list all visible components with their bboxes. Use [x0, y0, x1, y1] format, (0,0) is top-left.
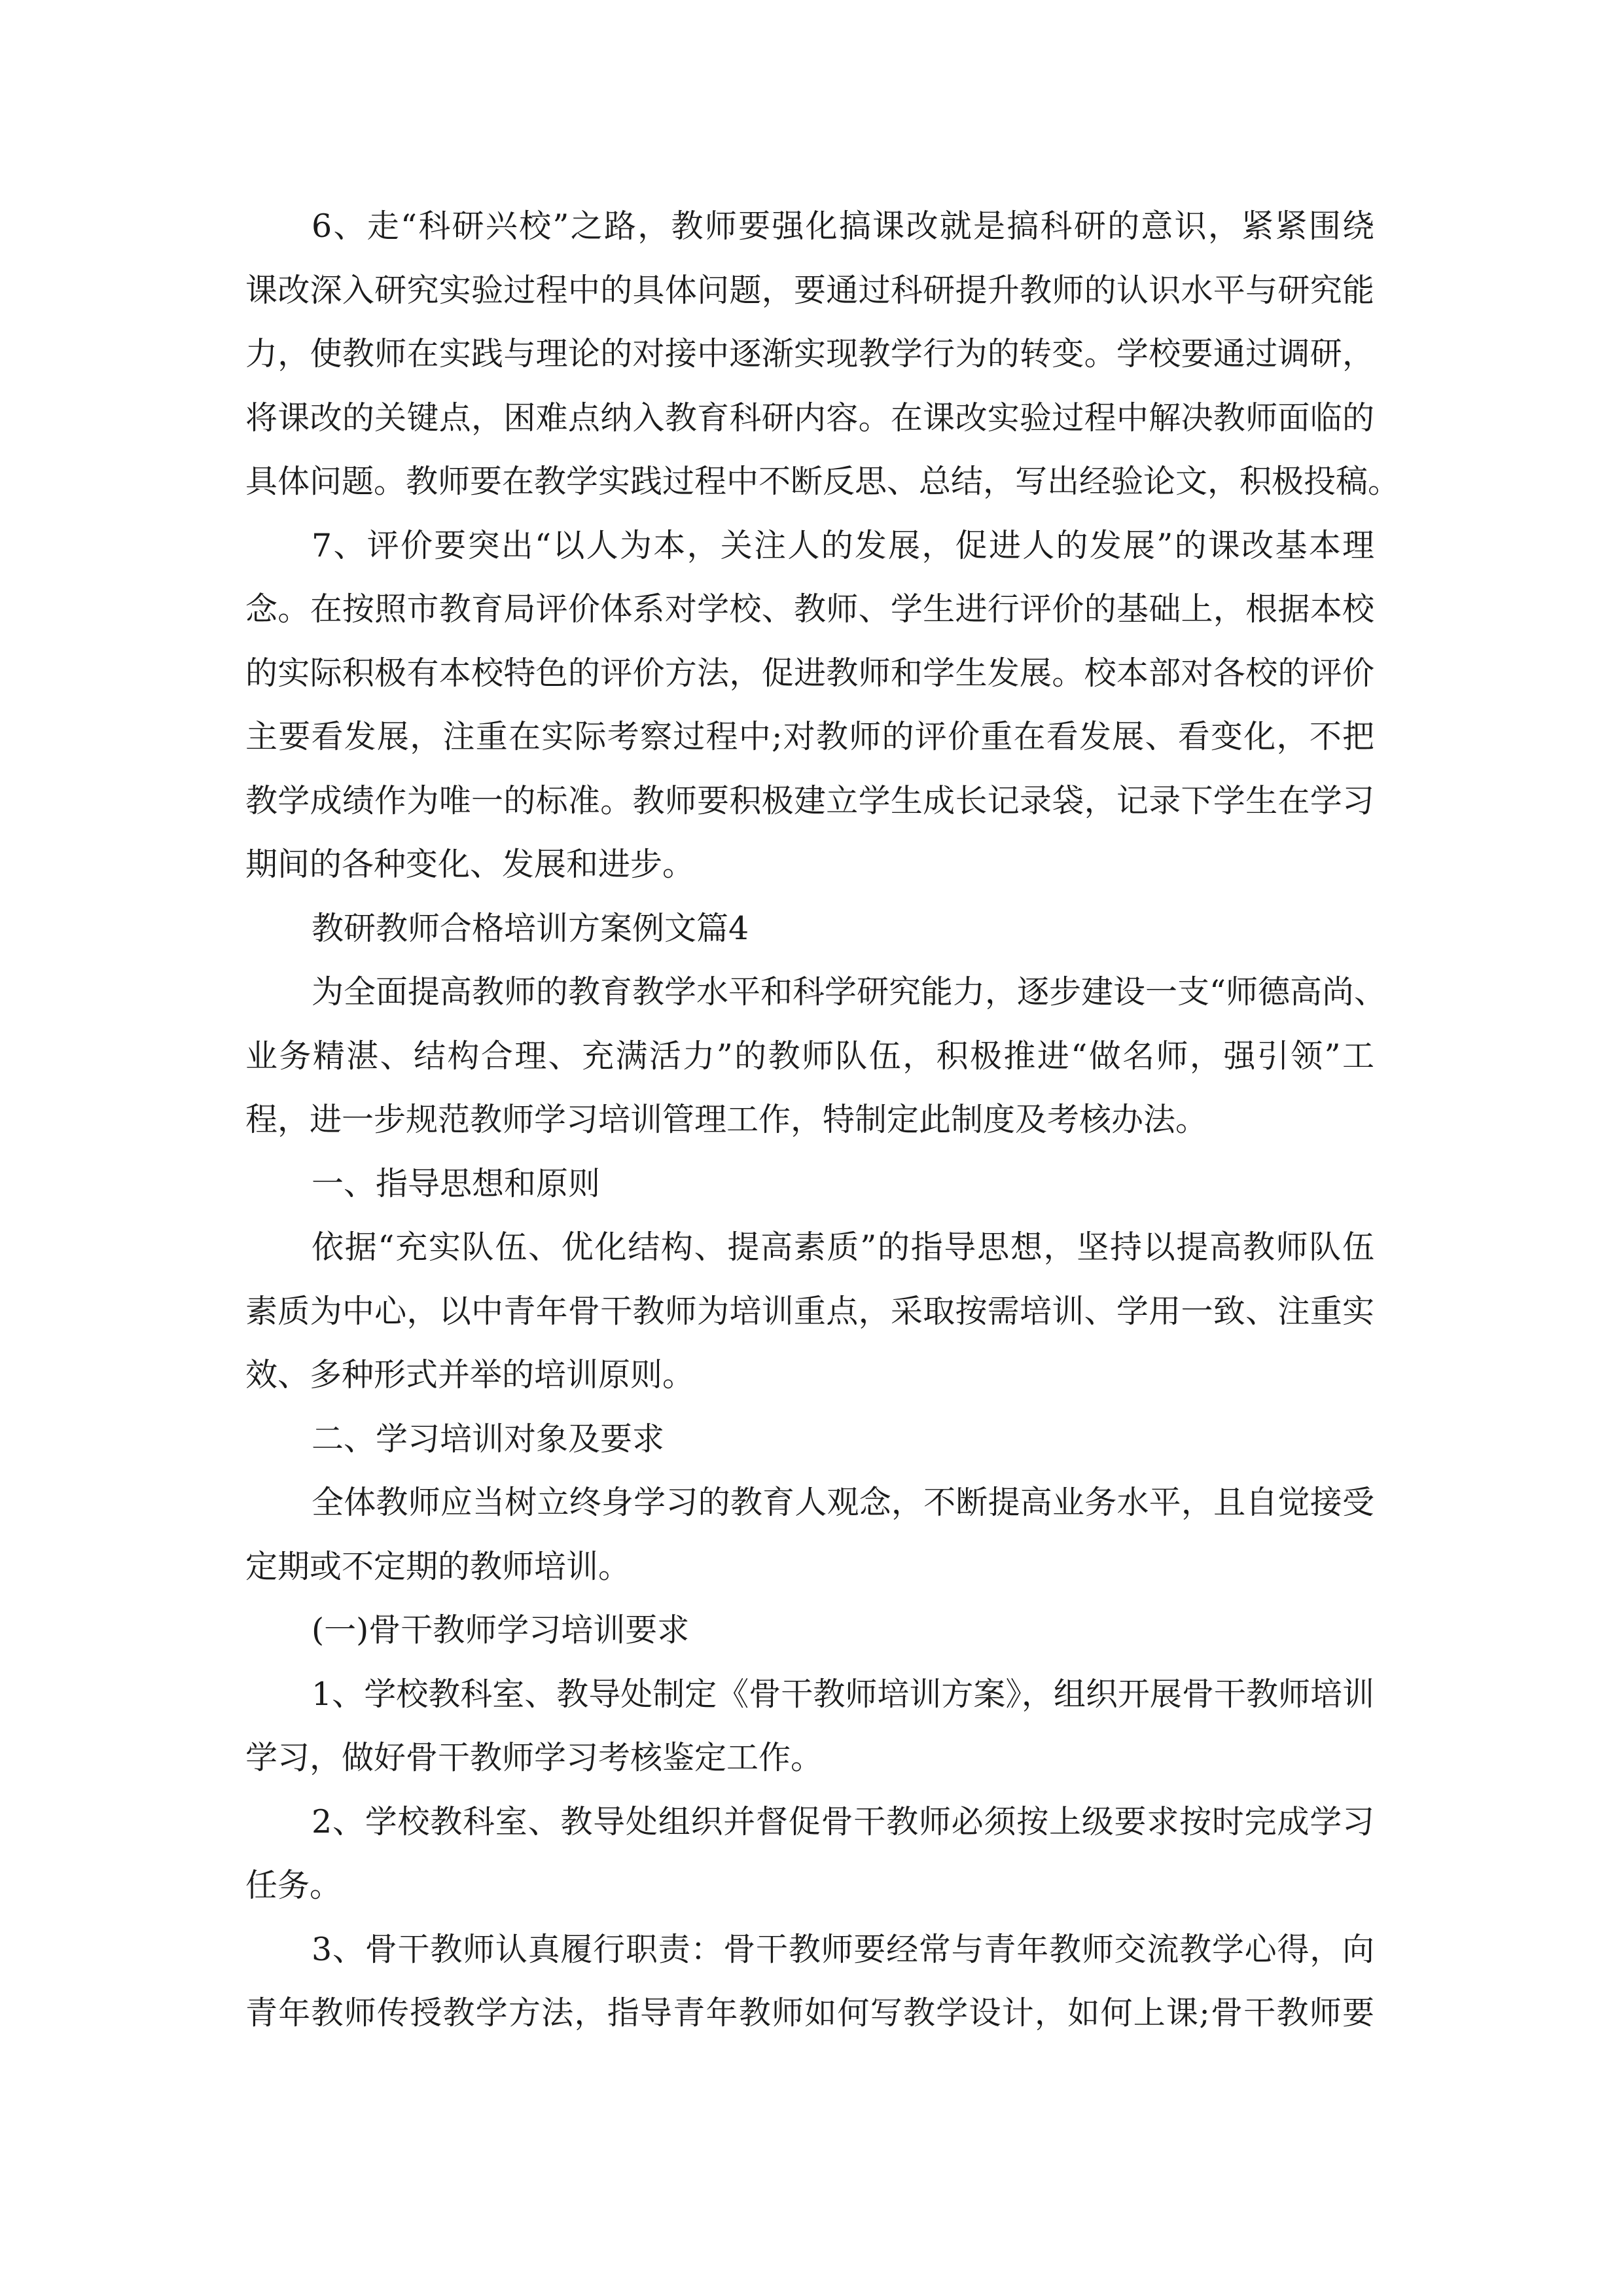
document-body [245, 194, 1400, 2045]
text-line: 素质为中心，以中青年骨干教师为培训重点，采取按需培训、学用一致、注重实 [245, 1292, 1374, 1330]
text-line: 主要看发展，注重在实际考察过程中;对教师的评价重在看发展、看变化，不把 [245, 718, 1374, 755]
text-line: 任务。 [245, 1867, 342, 1904]
text-line: 7、评价要突出“以人为本，关注人的发展，促进人的发展”的课改基本理 [312, 526, 1374, 564]
text-line: 青年教师传授教学方法，指导青年教师如何写教学设计，如何上课;骨干教师要 [245, 1994, 1374, 2032]
text-line: 力，使教师在实践与理论的对接中逐渐实现教学行为的转变。学校要通过调研， [245, 335, 1374, 372]
text-line: 期间的各种变化、发展和进步。 [245, 846, 695, 883]
text-line: 一、指导思想和原则 [312, 1164, 601, 1202]
paragraph-item-1 [245, 1662, 1374, 1790]
text-line: 3、骨干教师认真履行职责：骨干教师要经常与青年教师交流教学心得，向 [312, 1930, 1374, 1968]
paragraph-intro [245, 960, 1387, 1152]
paragraph-guiding-ideology [245, 1215, 1374, 1407]
paragraph-training-targets [245, 1471, 1374, 1598]
paragraph-item-2 [245, 1790, 1374, 1918]
text-line: (一)骨干教师学习培训要求 [312, 1611, 690, 1649]
text-line: 教研教师合格培训方案例文篇4 [312, 909, 749, 947]
heading-guiding-ideology [245, 1152, 1374, 1216]
heading-training-targets [245, 1407, 1374, 1471]
text-line: 的实际积极有本校特色的评价方法，促进教师和学生发展。校本部对各校的评价 [245, 654, 1374, 692]
text-line: 效、多种形式并举的培训原则。 [245, 1356, 695, 1393]
text-line: 业务精湛、结构合理、充满活力”的教师队伍，积极推进“做名师，强引领”工 [245, 1037, 1374, 1075]
text-line: 依据“充实队伍、优化结构、提高素质”的指导思想，坚持以提高教师队伍 [312, 1229, 1374, 1266]
paragraph-item-6 [245, 194, 1400, 514]
text-line: 学习，做好骨干教师学习考核鉴定工作。 [245, 1739, 823, 1776]
text-line: 念。在按照市教育局评价体系对学校、教师、学生进行评价的基础上，根据本校 [245, 590, 1374, 628]
paragraph-item-3 [245, 1918, 1374, 2045]
text-line: 教学成绩作为唯一的标准。教师要积极建立学生成长记录袋，记录下学生在学习 [245, 781, 1374, 819]
text-line: 课改深入研究实验过程中的具体问题，要通过科研提升教师的认识水平与研究能 [245, 271, 1374, 309]
text-line: 1、学校教科室、教导处制定《骨干教师培训方案》，组织开展骨干教师培训 [312, 1675, 1374, 1713]
subheading-backbone-teachers [245, 1598, 1374, 1662]
text-line: 二、学习培训对象及要求 [312, 1420, 665, 1458]
section-title [245, 897, 1374, 961]
text-line: 定期或不定期的教师培训。 [245, 1547, 631, 1585]
text-line: 6、走“科研兴校”之路，教师要强化搞课改就是搞科研的意识，紧紧围绕 [312, 207, 1374, 245]
text-line: 程，进一步规范教师学习培训管理工作，特制定此制度及考核办法。 [245, 1101, 1208, 1138]
paragraph-item-7 [245, 514, 1374, 897]
text-line: 将课改的关键点，困难点纳入教育科研内容。在课改实验过程中解决教师面临的 [245, 399, 1374, 437]
text-line: 具体问题。教师要在教学实践过程中不断反思、总结，写出经验论文，积极投稿。 [245, 463, 1400, 500]
text-line: 全体教师应当树立终身学习的教育人观念，不断提高业务水平，且自觉接受 [312, 1484, 1374, 1521]
text-line: 为全面提高教师的教育教学水平和科学研究能力，逐步建设一支“师德高尚、 [312, 973, 1387, 1011]
text-line: 2、学校教科室、教导处组织并督促骨干教师必须按上级要求按时完成学习 [312, 1803, 1374, 1840]
